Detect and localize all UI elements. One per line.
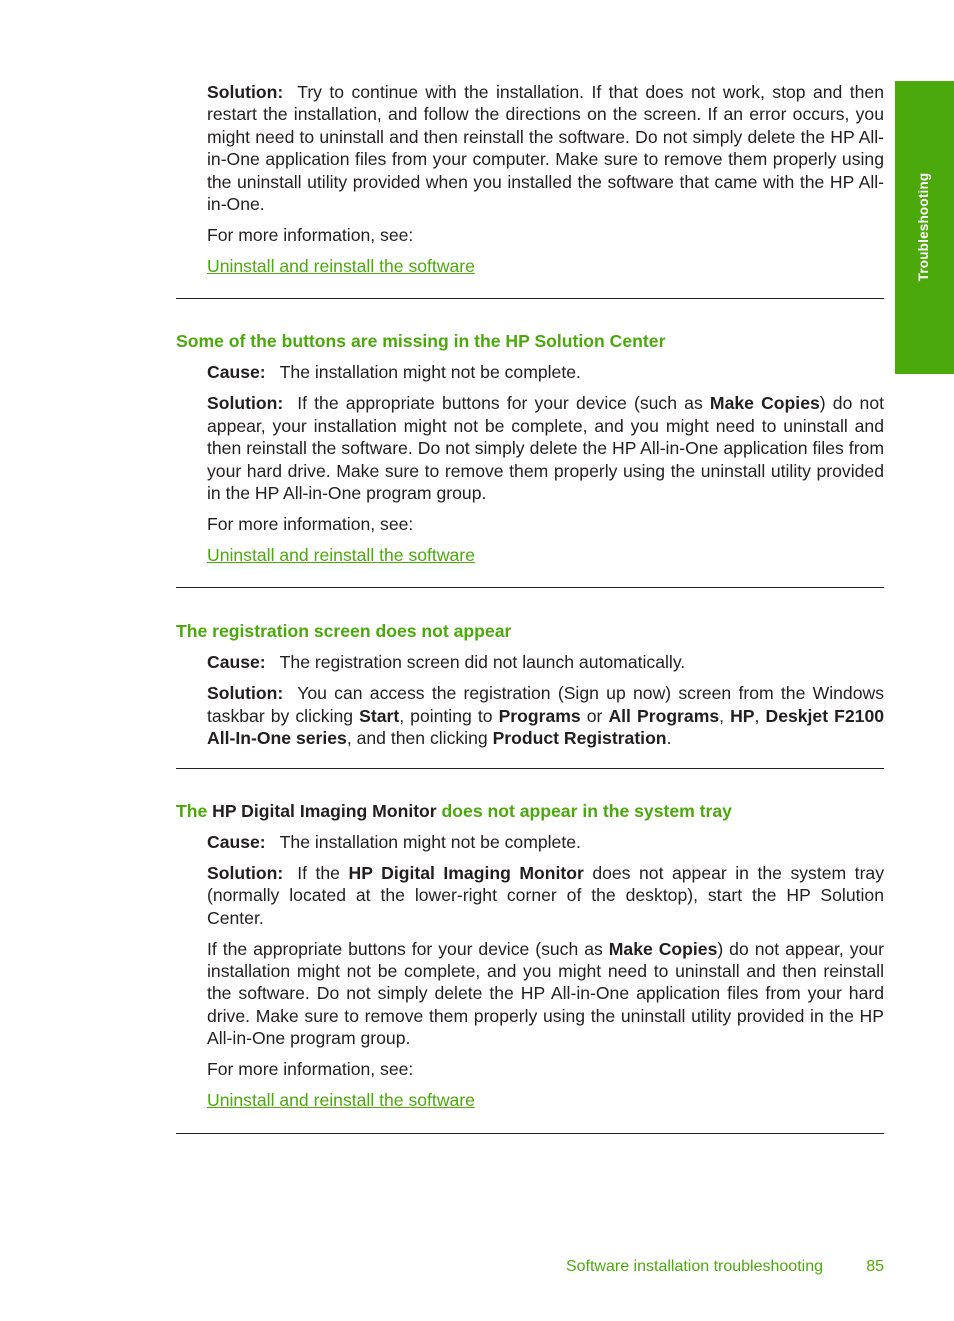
section2-body [207, 651, 884, 749]
section-heading-imaging-monitor: The HP Digital Imaging Monitor does not appear in the system tray [176, 800, 732, 821]
cause-label: Cause: [207, 831, 266, 852]
divider [176, 298, 884, 299]
section3-body [207, 831, 884, 1112]
page-content [176, 81, 884, 1134]
section3-link-row [207, 1089, 884, 1111]
cause-row: Cause: The installation might not be complete. [207, 362, 581, 383]
page-number: 85 [866, 1258, 884, 1275]
solution-label: Solution: [207, 393, 284, 414]
section1-link-row [207, 544, 884, 566]
solution-row: Solution: If the appropriate buttons for your device (such as Make Copies) do not appear, your installation might not be complete, and you might need to uninstall and then reinstall the software. Do not simply delete the HP All-in-One application files from your hard drive. Make sure to remove them properly using the uninstall utility provided in the HP All-in-One program group. [207, 393, 884, 504]
cause-row: Cause: The registration screen did not launch automatically. [207, 652, 686, 673]
side-tab-label: Troubleshooting [915, 172, 931, 282]
more-info-text: For more information, see: [207, 514, 414, 535]
footer-chapter-title: Software installation troubleshooting [565, 1258, 823, 1275]
cause-label: Cause: [207, 652, 266, 673]
divider [176, 1133, 884, 1134]
more-info-text: For more information, see: [207, 225, 414, 246]
intro-block [207, 81, 884, 277]
cause-label: Cause: [207, 362, 266, 383]
uninstall-reinstall-link[interactable]: Uninstall and reinstall the software [207, 256, 475, 277]
uninstall-reinstall-link[interactable]: Uninstall and reinstall the software [207, 545, 475, 566]
solution-row: Solution: If the HP Digital Imaging Monitor does not appear in the system tray (normally located at the lower-right corner of the desktop), start the HP Solution Center. [207, 862, 885, 928]
solution-label: Solution: [207, 862, 284, 883]
divider [176, 768, 884, 769]
solution-label: Solution: [207, 683, 284, 704]
uninstall-reinstall-link[interactable]: Uninstall and reinstall the software [207, 1090, 475, 1111]
section-heading-registration: The registration screen does not appear [176, 621, 512, 642]
more-info-text: For more information, see: [207, 1059, 414, 1080]
intro-solution: Solution: Try to continue with the installation. If that does not work, stop and then restart the installation, and follow the directions on the screen. If an error occurs, you might need to uninstall and then reinstall the software. Do not simply delete the HP All-in-One application files from your computer. Make sure to remove them properly using the uninstall utility provided when you installed the software that came with the HP All-in-One. [207, 82, 884, 215]
section1-body [207, 361, 884, 566]
solution-label: Solution: [207, 82, 284, 102]
intro-link-row [207, 255, 884, 277]
solution-row: Solution: You can access the registration (Sign up now) screen from the Windows taskbar by clicking Start, pointing to Programs or All Programs, HP, Deskjet F2100 All-In-One series, and then clicking Product Registration. [207, 683, 885, 749]
solution-continuation: If the appropriate buttons for your device (such as Make Copies) do not appear, your installation might not be complete, and you might need to uninstall and then reinstall the software. Do not simply delete the HP All-in-One application files from your hard drive. Make sure to remove them properly using the uninstall utility provided in the HP All-in-One program group. [207, 938, 884, 1049]
section-side-tab [895, 81, 954, 374]
section-heading-missing-buttons: Some of the buttons are missing in the HP Solution Center [176, 331, 666, 352]
divider [176, 587, 884, 588]
cause-row: Cause: The installation might not be complete. [207, 831, 581, 852]
page-footer [0, 1256, 954, 1278]
